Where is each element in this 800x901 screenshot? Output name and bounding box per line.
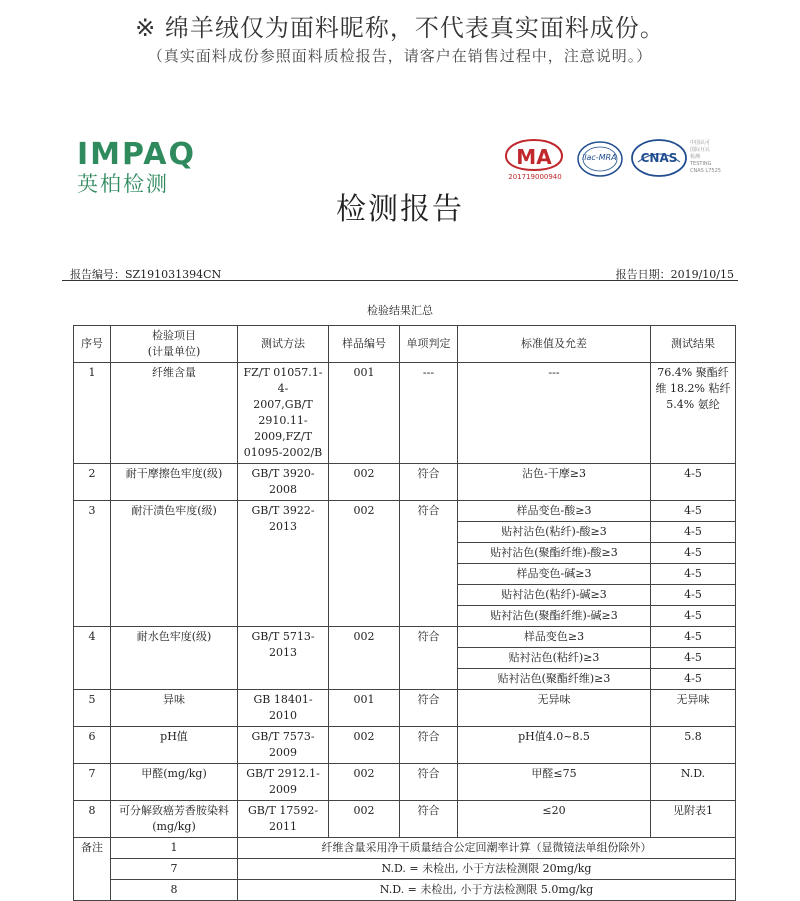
- summary-title: 检验结果汇总: [367, 304, 433, 317]
- header-sample: 样品编号: [329, 326, 400, 363]
- cell-result: 4-5: [651, 585, 736, 606]
- note-text: N.D. = 未检出, 小于方法检测限 5.0mg/kg: [238, 880, 736, 901]
- note-ref: 7: [111, 859, 238, 880]
- cell-result: 4-5: [651, 543, 736, 564]
- cma-label: MA: [516, 145, 552, 169]
- cell-method: GB/T 7573-2009: [238, 727, 329, 764]
- note-text: 纤维含量采用净干质量结合公定回潮率计算（显微镜法单组份除外）: [238, 838, 736, 859]
- cell-result: 4-5: [651, 627, 736, 648]
- cell-standard: ---: [458, 363, 651, 464]
- report-title: 检测报告: [336, 192, 464, 227]
- table-row: [74, 627, 736, 648]
- notes-row: [74, 880, 736, 901]
- cell-method: GB 18401-2010: [238, 690, 329, 727]
- cell-judge: 符合: [400, 690, 458, 727]
- cell-method: FZ/T 01057.1-4- 2007,GB/T 2910.11- 2009,FZ/T 01095-2002/B: [238, 363, 329, 464]
- cell-sample: 002: [329, 501, 400, 627]
- cell-result: 无异味: [651, 690, 736, 727]
- cell-standard: 贴衬沾色(粘纤)-碱≥3: [458, 585, 651, 606]
- cell-sample: 002: [329, 764, 400, 801]
- cell-standard: 样品变色-碱≥3: [458, 564, 651, 585]
- cell-standard: 沾色-干摩≥3: [458, 464, 651, 501]
- table-header-row: [74, 326, 736, 363]
- report-date-label: 报告日期：: [615, 268, 671, 281]
- cnas-mark-icon: [630, 138, 688, 178]
- notes-row: [74, 859, 736, 880]
- report-number-label: 报告编号：: [70, 268, 125, 281]
- cell-standard: 贴衬沾色(聚酯纤维)-碱≥3: [458, 606, 651, 627]
- cell-judge: 符合: [400, 627, 458, 690]
- cell-seq: 3: [74, 501, 111, 627]
- cell-seq: 8: [74, 801, 111, 838]
- cell-sample: 001: [329, 690, 400, 727]
- cell-method: GB/T 5713-2013: [238, 627, 329, 690]
- cell-item: 异味: [111, 690, 238, 727]
- logo-chinese: 英柏检测: [77, 172, 169, 196]
- cell-standard: 样品变色-酸≥3: [458, 501, 651, 522]
- cell-seq: 2: [74, 464, 111, 501]
- cell-judge: 符合: [400, 801, 458, 838]
- note-ref: 8: [111, 880, 238, 901]
- cell-standard: 无异味: [458, 690, 651, 727]
- cell-standard: 贴衬沾色(聚酯纤维)≥3: [458, 669, 651, 690]
- cell-method: GB/T 2912.1- 2009: [238, 764, 329, 801]
- cnas-text-block: [690, 140, 721, 175]
- notes-row: [74, 838, 736, 859]
- cell-result: 5.8: [651, 727, 736, 764]
- cell-judge: ---: [400, 363, 458, 464]
- cnas-text-line: CNAS L7525: [690, 168, 721, 174]
- cell-result: 4-5: [651, 522, 736, 543]
- cell-sample: 002: [329, 727, 400, 764]
- cell-item: 耐汗渍色牢度(级): [111, 501, 238, 627]
- cell-sample: 002: [329, 801, 400, 838]
- cell-standard: 贴衬沾色(粘纤)-酸≥3: [458, 522, 651, 543]
- note-text: N.D. = 未检出, 小于方法检测限 20mg/kg: [238, 859, 736, 880]
- cell-result: 4-5: [651, 606, 736, 627]
- cell-result: N.D.: [651, 764, 736, 801]
- cell-result: 见附表1: [651, 801, 736, 838]
- cell-standard: 甲醛≤75: [458, 764, 651, 801]
- cell-item: pH值: [111, 727, 238, 764]
- cell-seq: 1: [74, 363, 111, 464]
- cell-judge: 符合: [400, 501, 458, 627]
- cell-seq: 6: [74, 727, 111, 764]
- report-date-value: 2019/10/15: [670, 268, 734, 281]
- table-row: [74, 727, 736, 764]
- cell-judge: 符合: [400, 727, 458, 764]
- table-row: [74, 363, 736, 464]
- cnas-text-line: TESTING: [690, 161, 712, 167]
- results-table: [73, 325, 736, 901]
- cell-standard: 贴衬沾色(粘纤)≥3: [458, 648, 651, 669]
- cell-result: 4-5: [651, 464, 736, 501]
- cell-seq: 4: [74, 627, 111, 690]
- cell-result: 4-5: [651, 564, 736, 585]
- notice-main-text: ※ 绵羊绒仅为面料昵称，不代表真实面料成份。: [135, 14, 665, 42]
- report-number-value: SZ191031394CN: [125, 268, 222, 281]
- cell-standard: pH值4.0~8.5: [458, 727, 651, 764]
- cell-item: 耐水色牢度(级): [111, 627, 238, 690]
- table-row: [74, 501, 736, 522]
- cnas-text-line: 中国认可: [690, 140, 711, 146]
- cell-item: 可分解致癌芳香胺染料 (mg/kg): [111, 801, 238, 838]
- cell-method: GB/T 3922-2013: [238, 501, 329, 627]
- cell-standard: 样品变色≥3: [458, 627, 651, 648]
- header-item: 检验项目 (计量单位): [111, 326, 238, 363]
- cell-judge: 符合: [400, 764, 458, 801]
- cell-sample: 001: [329, 363, 400, 464]
- header-standard: 标准值及允差: [458, 326, 651, 363]
- cell-item: 耐干摩擦色牢度(级): [111, 464, 238, 501]
- header-result: 测试结果: [651, 326, 736, 363]
- header-method: 测试方法: [238, 326, 329, 363]
- notes-label: 备注: [74, 838, 111, 901]
- table-row: [74, 690, 736, 727]
- cell-seq: 5: [74, 690, 111, 727]
- cell-sample: 002: [329, 464, 400, 501]
- header-seq: 序号: [74, 326, 111, 363]
- cell-result: 4-5: [651, 669, 736, 690]
- cell-result: 4-5: [651, 501, 736, 522]
- certification-marks: [500, 136, 740, 186]
- cell-item: 甲醛(mg/kg): [111, 764, 238, 801]
- ilac-label: ilac-MRA: [582, 153, 617, 162]
- cnas-label: CNAS: [640, 151, 678, 165]
- cma-cert-number: 201719000940: [508, 173, 562, 181]
- cell-result: 76.4% 聚酯纤 维 18.2% 粘纤 5.4% 氨纶: [651, 363, 736, 464]
- cell-seq: 7: [74, 764, 111, 801]
- cnas-text-line: 国际互认: [690, 147, 711, 153]
- cell-standard: 贴衬沾色(聚酯纤维)-酸≥3: [458, 543, 651, 564]
- cell-sample: 002: [329, 627, 400, 690]
- cell-result: 4-5: [651, 648, 736, 669]
- cnas-text-line: 检测: [690, 154, 701, 160]
- header-judge: 单项判定: [400, 326, 458, 363]
- cell-item: 纤维含量: [111, 363, 238, 464]
- cell-method: GB/T 17592- 2011: [238, 801, 329, 838]
- table-row: [74, 764, 736, 801]
- logo-english: IMPAQ: [77, 137, 196, 172]
- note-ref: 1: [111, 838, 238, 859]
- table-row: [74, 464, 736, 501]
- cell-standard: ≤20: [458, 801, 651, 838]
- table-row: [74, 801, 736, 838]
- notice-sub-text: （真实面料成份参照面料质检报告，请客户在销售过程中，注意说明。）: [147, 47, 653, 65]
- cell-judge: 符合: [400, 464, 458, 501]
- cell-method: GB/T 3920-2008: [238, 464, 329, 501]
- header-divider: [62, 280, 738, 281]
